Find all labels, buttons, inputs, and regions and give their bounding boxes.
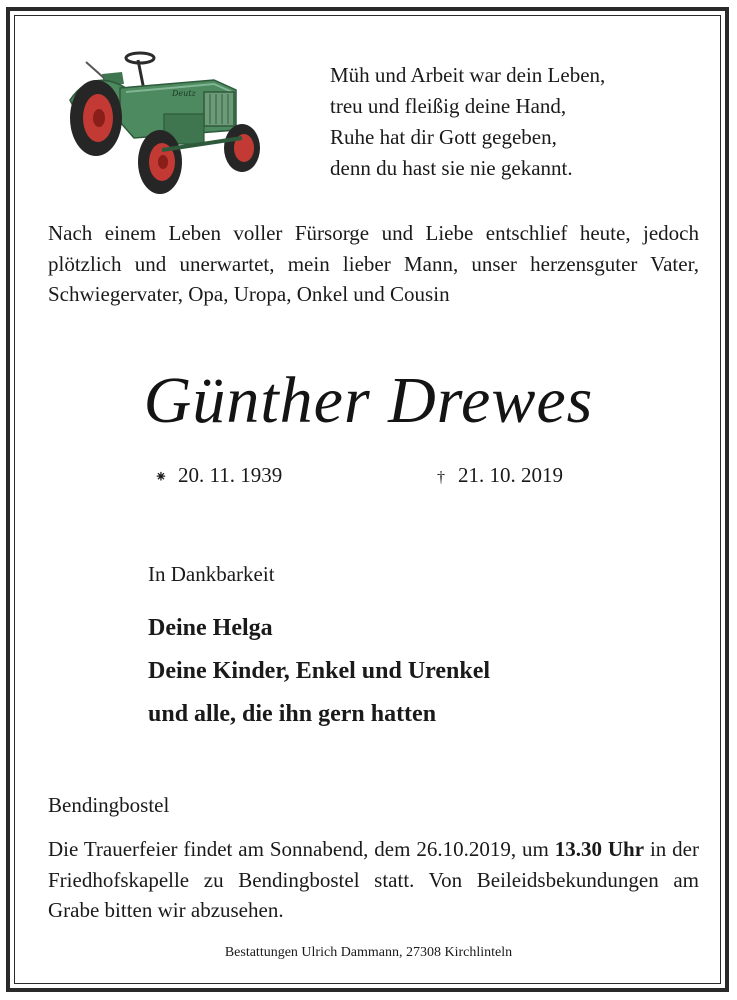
place-name: Bendingbostel bbox=[48, 793, 170, 817]
funeral-time: 13.30 Uhr bbox=[554, 837, 645, 861]
mourner-line: und alle, die ihn gern hatten bbox=[148, 701, 437, 727]
birth-date-line bbox=[150, 463, 282, 488]
poem-line: Ruhe hat dir Gott gegeben, bbox=[330, 125, 557, 149]
birth-star-icon: ⁕ bbox=[154, 469, 168, 486]
tractor-icon bbox=[64, 38, 270, 200]
poem bbox=[330, 60, 605, 184]
mourners-list bbox=[148, 607, 490, 736]
cross-icon: † bbox=[437, 469, 445, 486]
death-date: 21. 10. 2019 bbox=[458, 463, 563, 487]
death-date-line bbox=[430, 463, 563, 488]
mourner-line: Deine Kinder, Enkel und Urenkel bbox=[148, 658, 491, 684]
intro-text: Nach einem Leben voller Fürsorge und Liebe entschlief heute, jedoch plötzlich und unerwartet, mein lieber Mann, unser herzensguter Vater, Schwiegervater, Opa, Uropa, Onkel und Cousin bbox=[48, 221, 699, 306]
poem-line: Müh und Arbeit war dein Leben, bbox=[330, 63, 606, 87]
mourner-line: Deine Helga bbox=[148, 615, 273, 641]
poem-line: denn du hast sie nie gekannt. bbox=[330, 156, 573, 180]
undertaker-footer: Bestattungen Ulrich Dammann, 27308 Kirchlinteln bbox=[224, 945, 513, 960]
funeral-text-before: Die Trauerfeier findet am Sonnabend, dem 26.10.2019, um bbox=[48, 837, 555, 861]
deceased-name: Günther Drewes bbox=[143, 364, 594, 437]
funeral-notice bbox=[48, 834, 699, 926]
birth-date: 20. 11. 1939 bbox=[178, 463, 283, 487]
poem-line: treu und fleißig deine Hand, bbox=[330, 94, 567, 118]
funeral-text-after: in der Friedhofskapelle zu Bendingbostel statt. Von Beileidsbekundungen am Grabe bitten wir abzusehen. bbox=[48, 837, 699, 922]
tractor-brand: Deutz bbox=[172, 89, 196, 98]
thanks-text: In Dankbarkeit bbox=[148, 562, 275, 586]
